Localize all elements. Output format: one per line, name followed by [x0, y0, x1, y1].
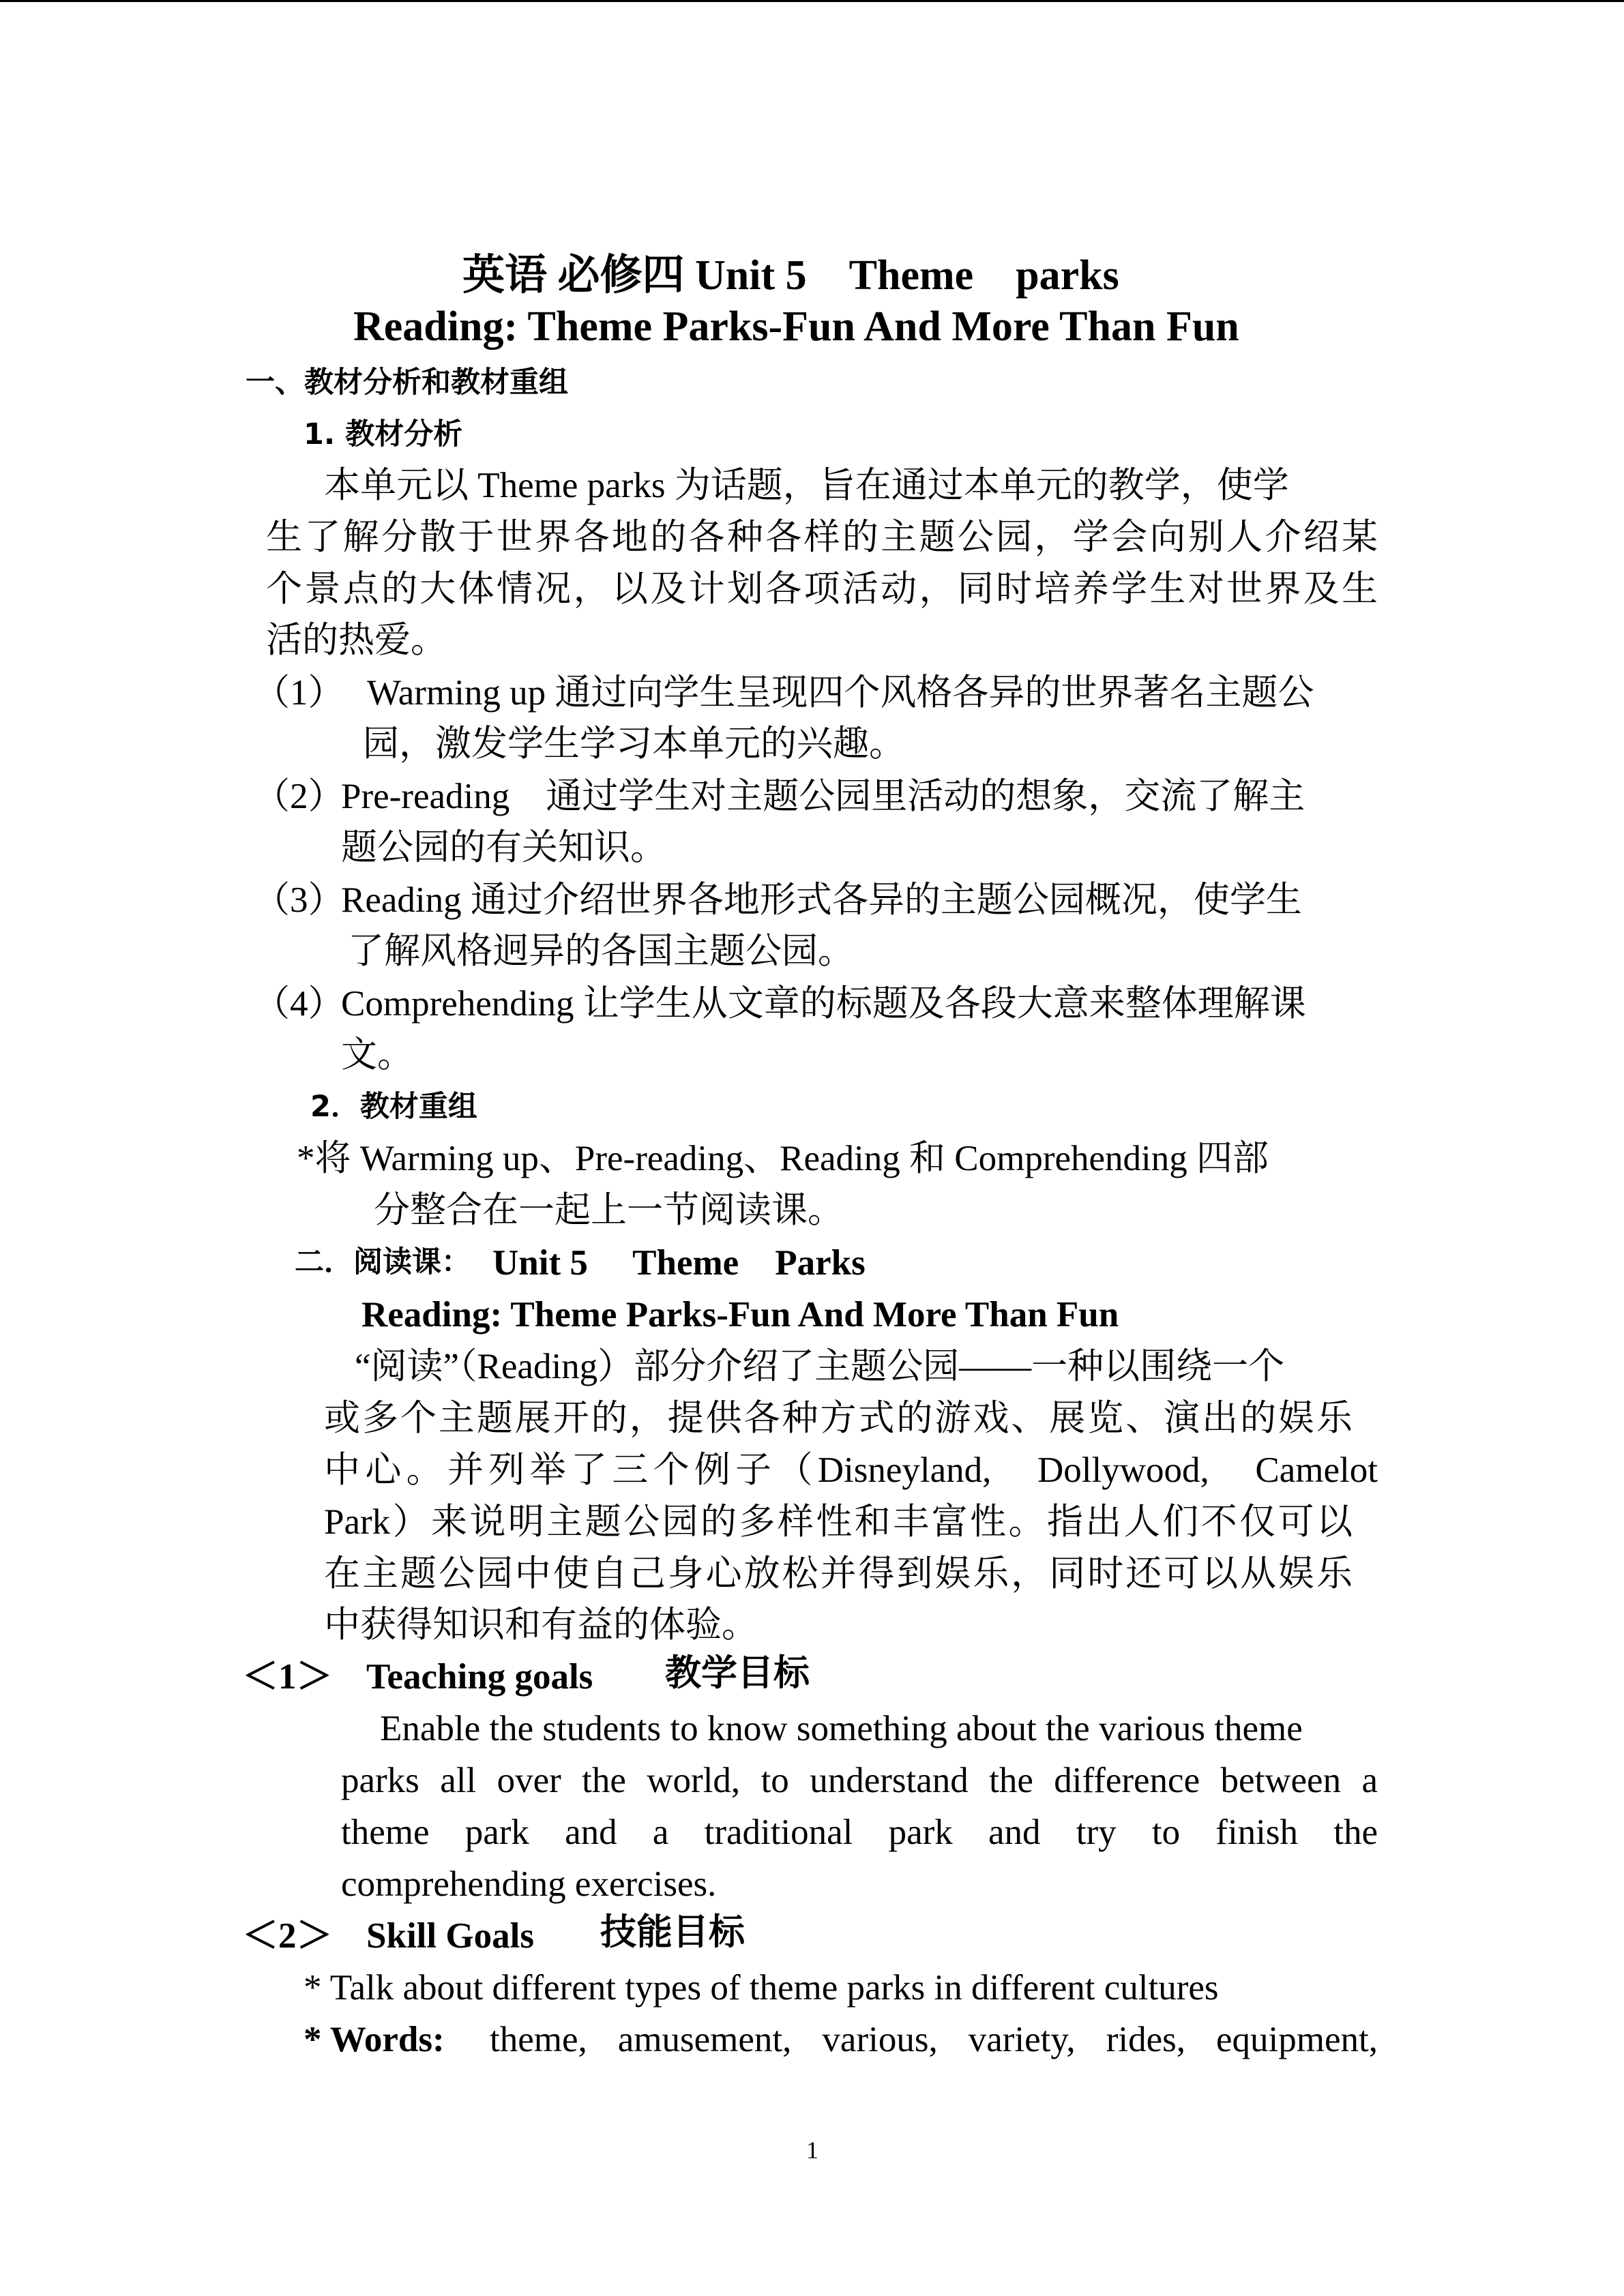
item-4-line-2: 文。 [341, 1035, 413, 1075]
section-heading-2-unit: Unit 5 Theme Parks [492, 1243, 866, 1283]
section-2-subtitle: Reading: Theme Parks-Fun And More Than Fun [361, 1295, 1119, 1335]
regroup-line-2: 分整合在一起上一节阅读课。 [374, 1191, 844, 1230]
goal-1-line-4: comprehending exercises. [341, 1864, 717, 1904]
skill-line-1: * Talk about different types of theme parks in different cultures [304, 1968, 1219, 2008]
intro-line-1: 本单元以 Theme parks 为话题，旨在通过本单元的教学，使学 [324, 466, 1289, 505]
reading-line-5: 在主题公园中使自己身心放松并得到娱乐，同时还可以从娱乐 [324, 1554, 1353, 1594]
goal-1-line-2: parks all over the world, to understand the difference between a [341, 1761, 1378, 1800]
goal-1-label: ＜1＞ [242, 1657, 333, 1697]
item-4-line-1: Comprehending 让学生从文章的标题及各段大意来整体理解课 [341, 984, 1306, 1024]
regroup-line-1: *将 Warming up、Pre-reading、Reading 和 Comprehending 四部 [297, 1139, 1269, 1178]
reading-line-2: 或多个主题展开的，提供各种方式的游戏、展览、演出的娱乐 [324, 1399, 1353, 1438]
section-heading-2-label: 二．阅读课： [295, 1245, 471, 1279]
item-1-line-2: 园，激发学生学习本单元的兴趣。 [363, 724, 905, 764]
item-4-label: （4） [254, 984, 344, 1024]
page-number: 1 [806, 2136, 818, 2164]
goal-1-cn: 教学目标 [665, 1654, 810, 1693]
goal-1-line-1: Enable the students to know something about the various theme [380, 1709, 1303, 1748]
reading-line-4: Park）来说明主题公园的多样性和丰富性。指出人们不仅可以 [324, 1502, 1353, 1542]
item-2-label: （2） [254, 777, 344, 816]
item-3-line-1: Reading 通过介绍世界各地形式各异的主题公园概况，使学生 [341, 880, 1302, 920]
skill-line-2-text: theme, amusement, various, variety, rides, equipment, [490, 2020, 1378, 2059]
subsection-heading-regroup: 2．教材重组 [310, 1090, 477, 1124]
intro-line-3: 个景点的大体情况，以及计划各项活动，同时培养学生对世界及生 [266, 569, 1378, 609]
item-3-label: （3） [254, 880, 344, 920]
intro-line-2: 生了解分散于世界各地的各种各样的主题公园，学会向别人介绍某 [266, 518, 1378, 557]
page-title: 英语 必修四 Unit 5 Theme parks [462, 252, 1119, 299]
reading-line-1: “阅读”（Reading）部分介绍了主题公园——一种以围绕一个 [355, 1347, 1285, 1386]
page-subtitle: Reading: Theme Parks-Fun And More Than Fun [353, 303, 1239, 350]
item-3-line-2: 了解风格迥异的各国主题公园。 [348, 931, 854, 971]
goal-2-cn: 技能目标 [600, 1913, 745, 1952]
goal-1-title: Teaching goals [366, 1657, 593, 1697]
item-2-line-1: Pre-reading 通过学生对主题公园里活动的想象，交流了解主 [341, 777, 1305, 816]
top-border-line [0, 0, 1624, 2]
item-2-line-2: 题公园的有关知识。 [341, 828, 666, 867]
goal-2-title: Skill Goals [366, 1916, 534, 1956]
subsection-heading-analysis: 1. 教材分析 [304, 417, 463, 451]
intro-line-4: 活的热爱。 [266, 621, 447, 660]
goal-2-label: ＜2＞ [242, 1916, 333, 1956]
item-1-label: （1） [254, 673, 344, 713]
reading-line-3: 中心。并列举了三个例子（Disneyland, Dollywood, Camelot [324, 1450, 1378, 1490]
goal-1-line-3: theme park and a traditional park and try to finish the [341, 1813, 1378, 1852]
skill-line-2-label: * Words: [304, 2020, 445, 2059]
item-1-line-1: Warming up 通过向学生呈现四个风格各异的世界著名主题公 [367, 673, 1314, 713]
reading-line-6: 中获得知识和有益的体验。 [324, 1605, 758, 1645]
section-heading-1: 一、教材分析和教材重组 [246, 366, 568, 400]
